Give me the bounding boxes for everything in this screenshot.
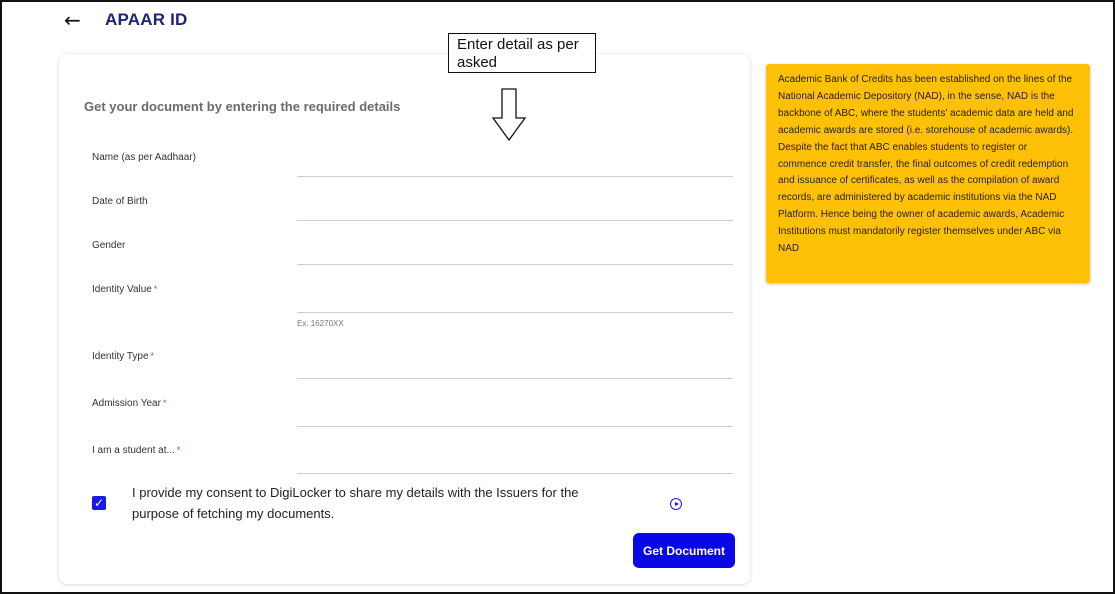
institution-underline xyxy=(297,473,733,474)
consent-text: I provide my consent to DigiLocker to share my details with the Issuers for the purpose of fetching my documents. xyxy=(132,485,579,521)
admission-year-label-text: Admission Year xyxy=(92,398,161,409)
required-mark: * xyxy=(176,445,181,455)
page-title: APAAR ID xyxy=(105,10,188,29)
dob-field-underline xyxy=(297,220,733,221)
identity-type-label xyxy=(92,351,154,362)
admission-year-select[interactable] xyxy=(297,404,737,428)
document-form-card xyxy=(59,54,750,584)
identity-type-label-text: Identity Type xyxy=(92,351,149,362)
abc-info-panel: Academic Bank of Credits has been established on the lines of the National Academic Depository (NAD), in the sense, NAD is the backbone of ABC, where the students' academic data are held and academic awards are stored (i.e. storehouse of academic awards). Despite the fact that ABC enables students to register or commence credit transfer, the final outcomes of credit redemption and issuance of certificates, as well as the compilation of award records, are administered by academic institutions via the NAD Platform. Hence being the owner of academic awards, Academic Institutions must mandatorily register themselves under ABC via NAD xyxy=(766,64,1090,283)
identity-value-underline xyxy=(297,312,733,313)
identity-value-field[interactable] xyxy=(297,290,737,314)
required-mark: * xyxy=(162,398,167,408)
back-arrow-icon[interactable]: ← xyxy=(64,8,81,32)
gender-label-text: Gender xyxy=(92,240,126,251)
identity-type-select[interactable] xyxy=(297,356,737,380)
instruction-callout: Enter detail as per asked xyxy=(448,33,596,73)
name-field[interactable] xyxy=(297,154,737,178)
dob-label xyxy=(92,196,148,207)
consent-checkbox[interactable]: ✓ xyxy=(93,496,105,510)
institution-select[interactable] xyxy=(297,451,737,475)
name-label xyxy=(92,152,196,163)
get-document-button[interactable]: Get Document xyxy=(633,533,735,568)
identity-type-underline xyxy=(297,378,733,379)
name-field-underline xyxy=(297,176,733,177)
student-at-label-text: I am a student at... xyxy=(92,445,175,456)
admission-year-label xyxy=(92,398,166,409)
identity-value-label-text: Identity Value xyxy=(92,284,152,295)
play-video-icon[interactable] xyxy=(670,498,682,510)
identity-value-hint: Ex. 16270XX xyxy=(297,319,344,328)
required-mark: * xyxy=(153,284,158,294)
dob-field[interactable] xyxy=(297,198,737,222)
dob-label-text: Date of Birth xyxy=(92,196,148,207)
identity-value-label xyxy=(92,284,157,295)
student-at-label xyxy=(92,445,180,456)
name-label-text: Name (as per Aadhaar) xyxy=(92,152,196,163)
required-mark: * xyxy=(150,351,155,361)
gender-field-underline xyxy=(297,264,733,265)
form-subtitle: Get your document by entering the required details xyxy=(84,99,401,114)
down-arrow-icon xyxy=(491,88,527,142)
admission-year-underline xyxy=(297,426,733,427)
gender-field[interactable] xyxy=(297,242,737,266)
gender-label xyxy=(92,240,125,251)
